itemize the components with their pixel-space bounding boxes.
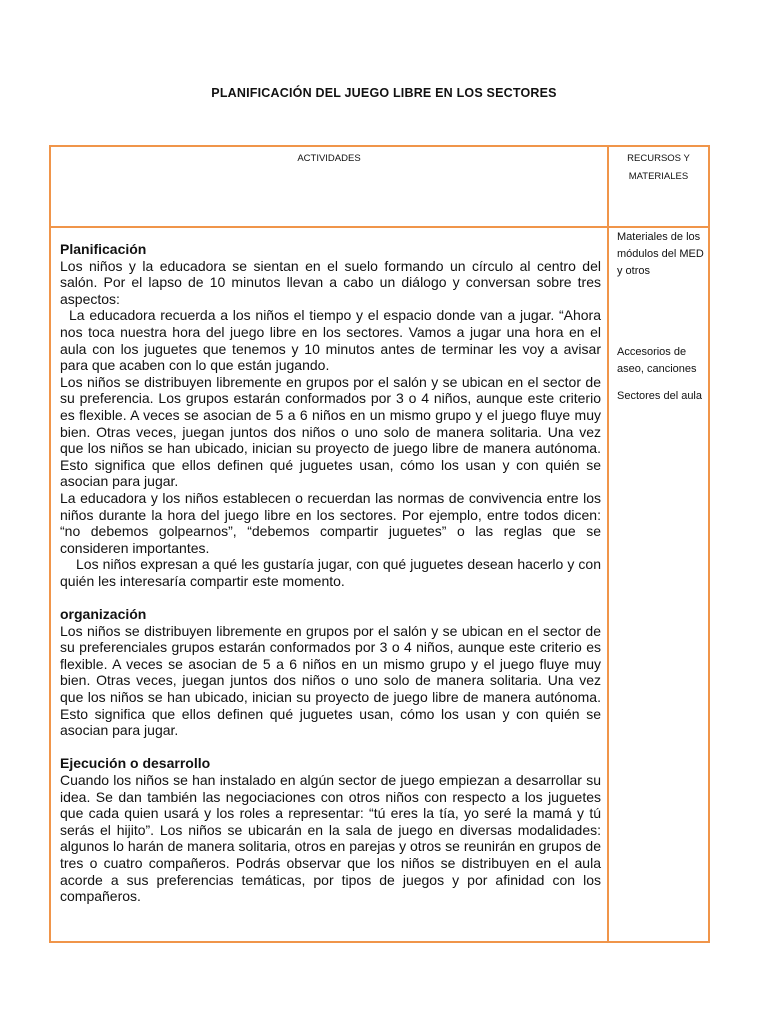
- header-recursos-line1: RECURSOS Y: [627, 153, 690, 164]
- header-recursos: [608, 146, 709, 227]
- planificacion-paragraph-4: La educadora y los niños establecen o recuerdan las normas de convivencia entre los niños durante la hora del juego libre en los sectores. Por ejemplo, entre todos dicen: “no debemos golpearnos”, “debemos compartir juguetes” o las reglas que se consideren importantes.: [60, 489, 601, 556]
- section-spacer: [60, 589, 601, 606]
- actividades-cell: [50, 227, 608, 942]
- recursos-cell: [608, 227, 709, 942]
- header-recursos-line2: MATERIALES: [628, 171, 689, 182]
- planificacion-paragraph-5: Los niños expresan a qué les gustaría jugar, con qué juguetes desean hacerlo y con quién les interesaría compartir este momento.: [60, 556, 601, 589]
- planificacion-paragraph-1: Los niños y la educadora se sientan en el suelo formando un círculo al centro del salón. Por el lapso de 10 minutos llevan a cabo un diálogo y conversan sobre tres aspectos:: [60, 257, 601, 307]
- planning-table: [49, 145, 710, 943]
- table-header-row: [50, 146, 709, 227]
- ejecucion-paragraph-1: Cuando los niños se han instalado en algún sector de juego empiezan a desarrollar su idea. Se dan también las negociaciones con otros niños con respecto a los juguetes que cada quien usará y los roles a representar: “tú eres la tía, yo seré la mamá y tú serás el hijito”. Los niños se ubicarán en la sala de juego en diversas modalidades: algunos lo harán de manera solitaria, otros en parejas y otros se reunirán en grupos de tres o cuatro compañeros. Podrás observar que los niños se distribuyen en el aula acorde a sus preferencias temáticas, por tipos de juegos y por afinidad con los compañeros.: [60, 772, 601, 905]
- organizacion-paragraph-1: Los niños se distribuyen libremente en grupos por el salón y se ubican en el sector de su preferenciales grupos estarán conformados por 3 o 4 niños, aunque este criterio es flexible. A veces se asocian de 5 a 6 niños en un mismo grupo y el juego fluye muy bien. Otras veces, juegan juntos dos niños o uno solo de manera solitaria. Una vez que los niños se han ubicado, inician su proyecto de juego libre de manera autónoma. Esto significa que ellos definen qué juguetes usan, cómo los usan y con quién se asocian para jugar.: [60, 622, 601, 739]
- planificacion-paragraph-3: Los niños se distribuyen libremente en grupos por el salón y se ubican en el sector de su preferencia. Los grupos estarán conformados por 3 o 4 niños, aunque este criterio es flexible. A veces se asocian de 5 a 6 niños en un mismo grupo y el juego fluye muy bien. Otras veces, juegan juntos dos niños o uno solo de manera solitaria. Una vez que los niños se han ubicado, inician su proyecto de juego libre de manera autónoma. Esto significa que ellos definen qué juguetes usan, cómo los usan y con quién se asocian para jugar.: [60, 373, 601, 490]
- document-title: PLANIFICACIÓN DEL JUEGO LIBRE EN LOS SECTORES: [211, 86, 557, 100]
- header-actividades-label: ACTIVIDADES: [297, 153, 361, 164]
- ejecucion-heading: Ejecución o desarrollo: [60, 755, 211, 772]
- recurso-item-2: Accesorios de aseo, canciones: [617, 346, 697, 375]
- recurso-item-1: Materiales de los módulos del MED y otros: [617, 231, 704, 277]
- organizacion-heading: organización: [60, 606, 147, 623]
- header-actividades: [50, 146, 608, 227]
- planificacion-paragraph-2: La educadora recuerda a los niños el tiempo y el espacio donde van a jugar. “Ahora nos toca nuestra hora del juego libre en los sectores. Vamos a jugar una hora en el aula con los juguetes que tenemos y 10 minutos antes de terminar les voy a avisar para que acaben con lo que están jugando.: [60, 307, 601, 374]
- section-spacer: [60, 739, 601, 756]
- planificacion-heading: Planificación: [60, 241, 147, 257]
- recurso-item-3: Sectores del aula: [617, 390, 702, 402]
- table-body-row: [50, 227, 709, 942]
